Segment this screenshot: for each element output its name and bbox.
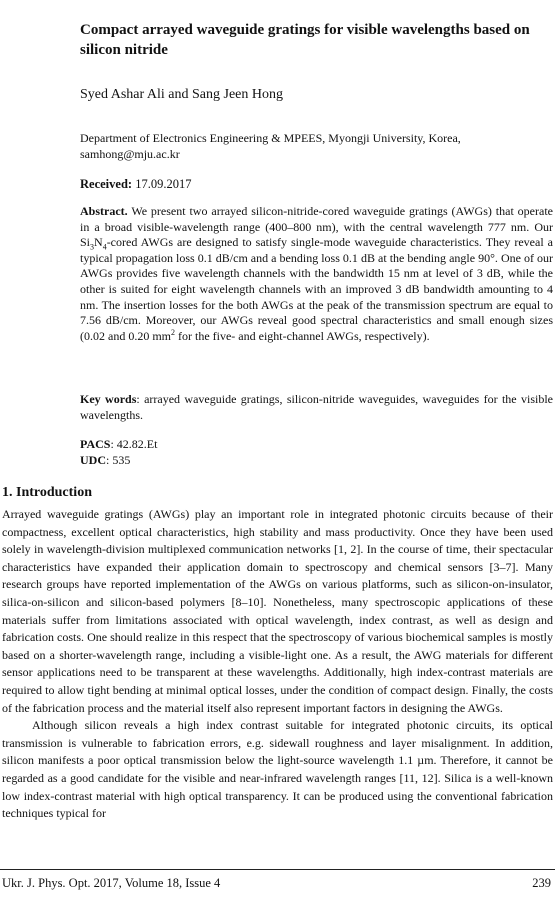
abstract-label: Abstract. — [80, 204, 128, 218]
udc-label: UDC — [80, 453, 106, 467]
pacs-value: : 42.82.Et — [110, 437, 158, 451]
abstract-sub-2: 4 — [102, 242, 107, 252]
paragraph: Although silicon reveals a high index contrast suitable for integrated photonic circuits, its optical transmission is vulnerable to fabrication errors, e.g. sidewall roughness and layer misalignment. In addition, silicon manifests a poor optical transmission below the light-source wavelength 1.1 µm. Therefore, it cannot be regarded as a good candidate for the visible and near-infrared wavelength ranges [11, 12]. Silica is a well-known low index-contrast material with high optical transparency. It can be produced using the conventional fabrication techniques typical for — [2, 718, 553, 821]
keywords-text: : arrayed waveguide gratings, silicon-nitride waveguides, waveguides for the visible wavelengths. — [80, 392, 553, 422]
paper-title: Compact arrayed waveguide gratings for visible wavelengths based on silicon nitride — [80, 22, 530, 58]
footer-divider — [0, 869, 555, 870]
abstract — [80, 204, 553, 344]
abstract-text-4: for the five- and eight-channel AWGs, respectively). — [175, 328, 430, 343]
affiliation: Department of Electronics Engineering & MPEES, Myongji University, Korea, samhong@mju.ac.kr — [80, 131, 461, 161]
keywords-label: Key words — [80, 392, 137, 406]
paragraph: Arrayed waveguide gratings (AWGs) play an important role in integrated photonic circuits because of their compactness, excellent optical characteristics, high stability and mass productivity. Once they have been used solely in wavelength-division multiplexed communication networks [1, 2]. In the course of time, their spectacular characteristics have expanded their application domain to spectroscopy and chemical sensors [3–7]. Many research groups have reported implementation of the AWGs on various platforms, such as silicon-on-insulator, silica-on-silicon and silicon-based polymers [8–10]. Nonetheless, many spectroscopic applications of these materials suffer from limitations associated with optical wavelength, index contrast, as well as design and fabrication costs. One should realize in this respect that the spectroscopy of various biochemical samples is mostly based on a shorter-wavelength range, including a visible-light one. As a result, the AWG materials for different sensor applications need to be transparent at these wavelengths. Additionally, high index-contrast materials are required to allow tight bending at minimal optical losses, under the condition of compact design. Finally, the costs of the fabrication process and the material itself also represent important factors in designing the AWGs. — [2, 507, 553, 715]
received-date — [80, 176, 191, 192]
pacs — [80, 437, 157, 453]
received-label: Received: — [80, 177, 133, 191]
udc — [80, 453, 130, 469]
abstract-sub-1: 3 — [90, 242, 95, 252]
journal-citation: Ukr. J. Phys. Opt. 2017, Volume 18, Issue 4 — [2, 876, 221, 890]
udc-value: : 535 — [106, 453, 131, 467]
pacs-label: PACS — [80, 437, 111, 451]
abstract-sup-1: 2 — [171, 327, 175, 337]
page-number: 239 — [532, 876, 551, 890]
received-value: 17.09.2017 — [135, 177, 192, 191]
body-text — [2, 506, 553, 823]
section-heading: 1. Introduction — [2, 485, 92, 500]
authors: Syed Ashar Ali and Sang Jeen Hong — [80, 87, 283, 102]
abstract-text-1: We present two arrayed silicon-nitride-cored waveguide gratings (AWGs) that operate in a broad visible-wavelength range (400–800 nm), with the central wavelength 777 nm. Our Si — [80, 204, 553, 250]
abstract-text-2: N — [94, 235, 103, 250]
keywords — [80, 392, 553, 423]
abstract-text-3: -cored AWGs are designed to satisfy single-mode waveguide characteristics. They reveal a typical propagation loss 0.1 dB/cm and a bending loss 0.1 dB at the bending angle 90°. One of our AWGs provides five wavelength channels with the bandwidth 15 nm at level of 3 dB, while the other is suited for eight wavelength channels with an improved 3 dB bandwidth amounting to 4 nm. The insertion losses for the both AWGs at the peak of the transmission spectrum are equal to 7.56 dB/cm. Moreover, our AWGs reveal good spectral characteristics and small enough sizes (0.02 and 0.20 mm — [80, 235, 553, 343]
